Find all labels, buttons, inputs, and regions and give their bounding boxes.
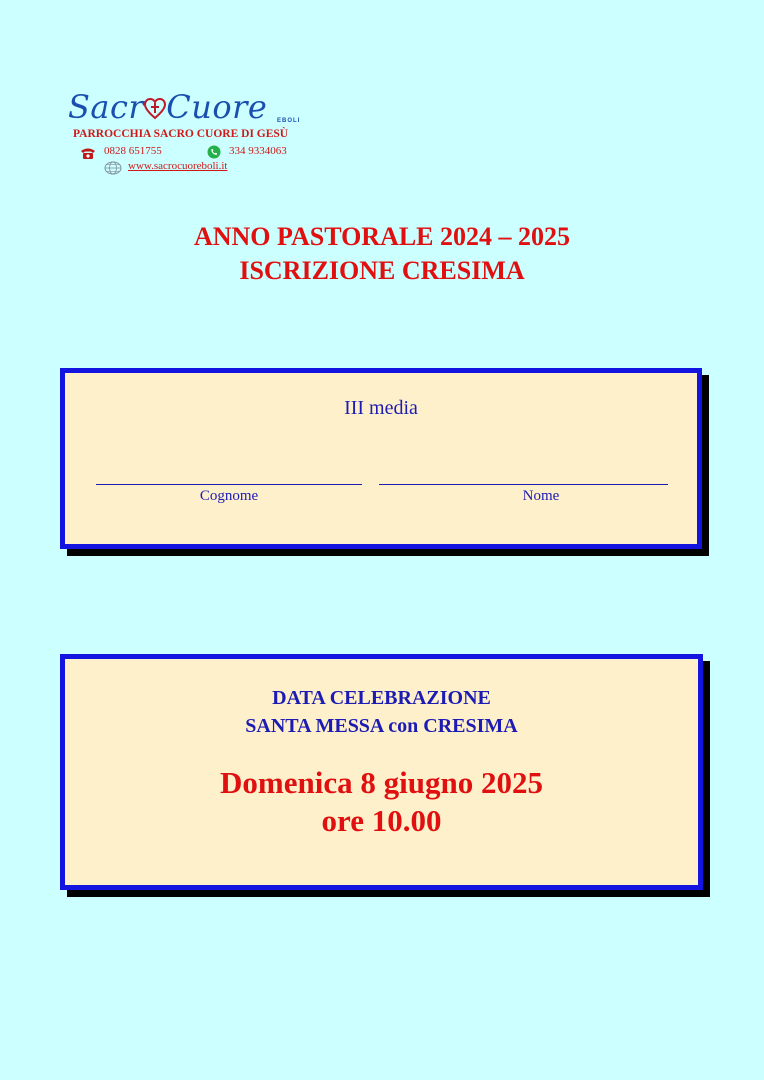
celebration-box	[60, 654, 703, 890]
celebration-heading: DATA CELEBRAZIONE	[272, 687, 491, 709]
phone-icon	[80, 146, 96, 158]
website-link[interactable]: www.sacrocuoreboli.it	[128, 160, 228, 172]
logo-text-end: Cuore	[166, 88, 268, 126]
parish-header	[68, 88, 338, 178]
celebration-date: Domenica 8 giugno 2025	[220, 765, 543, 800]
pastoral-year-title: ANNO PASTORALE 2024 – 2025	[193, 222, 571, 251]
whatsapp-icon	[207, 145, 221, 159]
logo-text-start: Sacr	[68, 88, 145, 126]
heart-cross-icon	[144, 90, 166, 112]
whatsapp-number: 334 9334063	[229, 145, 287, 157]
registration-title: ISCRIZIONE CRESIMA	[239, 256, 525, 285]
celebration-time: ore 10.00	[321, 803, 442, 838]
parish-name: PARROCCHIA SACRO CUORE DI GESÙ	[73, 128, 289, 140]
surname-field-line[interactable]	[96, 484, 362, 485]
logo	[68, 88, 267, 126]
mass-heading: SANTA MESSA con CRESIMA	[245, 715, 518, 737]
globe-icon	[104, 161, 122, 175]
logo-subtitle: EBOLI	[277, 118, 301, 124]
phone-number: 0828 651755	[104, 145, 162, 157]
name-field-line[interactable]	[379, 484, 668, 485]
name-label: Nome	[522, 488, 560, 504]
class-label: III media	[344, 397, 418, 419]
registration-box	[60, 368, 702, 549]
surname-label: Cognome	[199, 488, 259, 504]
